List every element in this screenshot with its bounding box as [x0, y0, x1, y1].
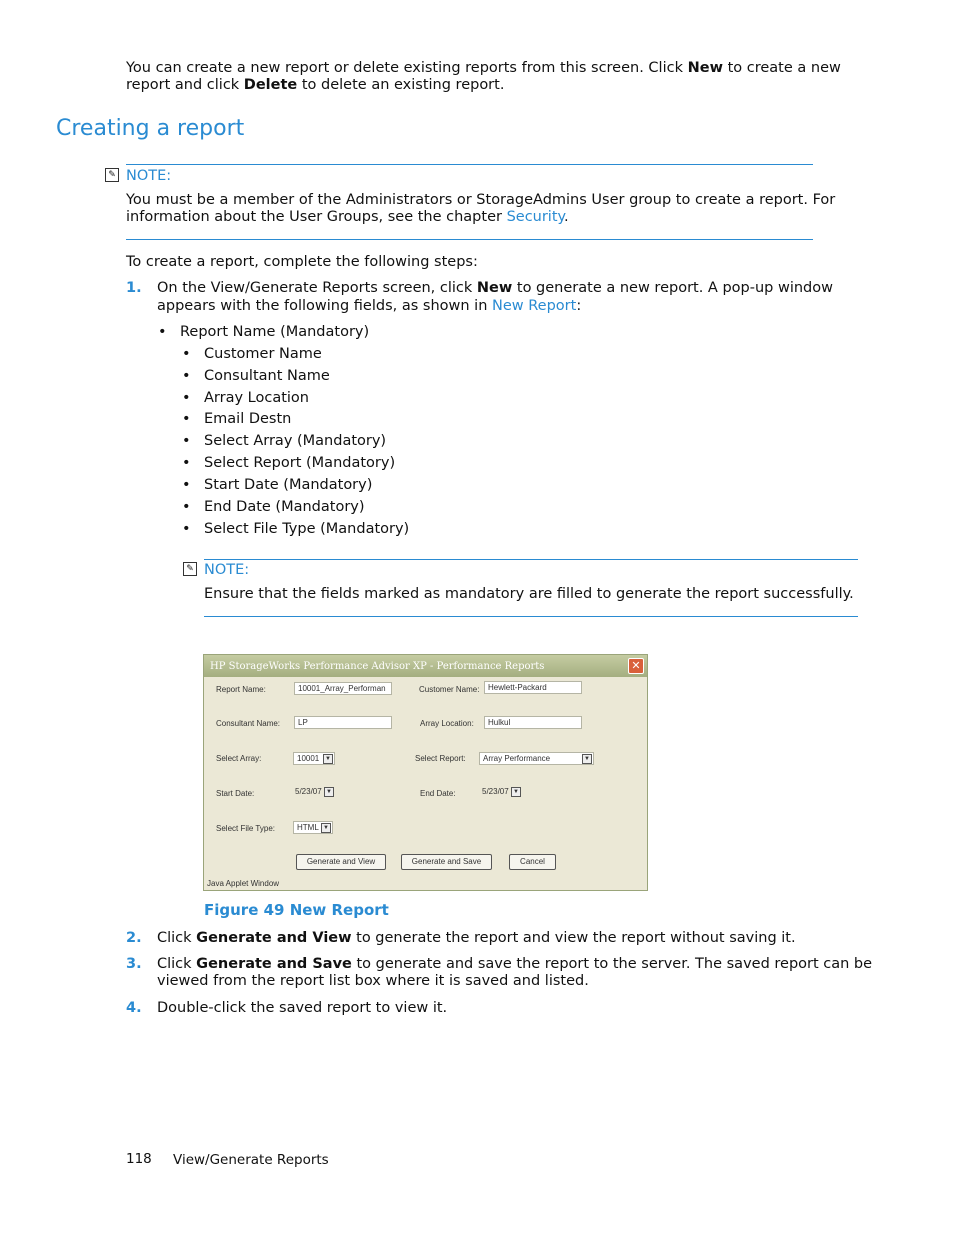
steps-intro: To create a report, complete the following steps: [126, 254, 478, 270]
note2-rule-top [204, 559, 858, 560]
start-date-label: Start Date: [216, 789, 255, 798]
report-name-input[interactable]: 10001_Array_Performan [294, 682, 392, 695]
note-text-1: You must be a member of the Administrators or StorageAdmins User group to create a report. For [126, 192, 836, 208]
step1-line-1: On the View/Generate Reports screen, click New to generate a new report. A pop-up window [157, 280, 833, 296]
note-text-2: information about the User Groups, see the chapter Security. [126, 209, 569, 225]
note-rule-top [126, 164, 813, 165]
end-date-label: End Date: [420, 789, 456, 798]
field-item: • Array Location [204, 390, 309, 406]
customer-name-label: Customer Name: [419, 685, 480, 694]
chevron-down-icon: ▼ [324, 787, 334, 797]
close-icon[interactable]: ✕ [628, 658, 644, 674]
field-item: • Consultant Name [204, 368, 330, 384]
field-item: • Email Destn [204, 411, 291, 427]
select-report-dropdown[interactable]: Array Performance ▼ [479, 752, 594, 765]
page-number: 118 [126, 1151, 152, 1167]
applet-status: Java Applet Window [207, 879, 280, 888]
note2-text: Ensure that the fields marked as mandatory are filled to generate the report successfully. [204, 586, 854, 602]
select-report-label: Select Report: [415, 754, 466, 763]
dialog-title: HP StorageWorks Performance Advisor XP - Performance Reports [210, 661, 545, 672]
generate-and-save-button[interactable]: Generate and Save [401, 854, 492, 870]
field-item: • Customer Name [204, 346, 322, 362]
dialog-title-bar [204, 655, 647, 677]
select-array-label: Select Array: [216, 754, 262, 763]
intro-line-2: report and click Delete to delete an existing report. [126, 77, 505, 93]
step4-text: Double-click the saved report to view it. [157, 1000, 448, 1016]
start-date-picker[interactable]: 5/23/07 ▼ [292, 786, 335, 797]
step3-line-2: viewed from the report list box where it is saved and listed. [157, 973, 589, 989]
new-report-dialog [203, 654, 648, 891]
chevron-down-icon: ▼ [323, 754, 333, 764]
file-type-label: Select File Type: [216, 824, 275, 833]
consultant-name-label: Consultant Name: [216, 719, 281, 728]
chevron-down-icon: ▼ [511, 787, 521, 797]
note-label: NOTE: [126, 168, 172, 184]
generate-and-view-button[interactable]: Generate and View [296, 854, 386, 870]
cancel-button[interactable]: Cancel [509, 854, 556, 870]
field-item: • Report Name (Mandatory) [180, 324, 369, 340]
field-item: • Select Array (Mandatory) [204, 433, 386, 449]
field-item: • End Date (Mandatory) [204, 499, 365, 515]
report-name-label: Report Name: [216, 685, 266, 694]
step-number: 4. [126, 1000, 142, 1016]
array-location-label: Array Location: [420, 719, 474, 728]
array-location-input[interactable]: Hulkul [484, 716, 582, 729]
field-item: • Select Report (Mandatory) [204, 455, 395, 471]
note-rule-bottom [126, 239, 813, 240]
new-report-link[interactable]: New Report [492, 298, 577, 314]
step-number: 3. [126, 956, 142, 972]
step2-text: Click Generate and View to generate the report and view the report without saving it. [157, 930, 796, 946]
step-number: 1. [126, 280, 142, 296]
end-date-picker[interactable]: 5/23/07 ▼ [479, 786, 522, 797]
note2-label: NOTE: [204, 562, 250, 578]
step3-line-1: Click Generate and Save to generate and save the report to the server. The saved report can be [157, 956, 873, 972]
footer-section: View/Generate Reports [173, 1152, 329, 1168]
select-array-dropdown[interactable]: 10001 ▼ [293, 752, 335, 765]
step-number: 2. [126, 930, 142, 946]
intro-line-1: You can create a new report or delete existing reports from this screen. Click New to create a new [126, 60, 841, 76]
note-icon: ✎ [105, 168, 119, 182]
file-type-dropdown[interactable]: HTML ▼ [293, 821, 333, 834]
chevron-down-icon: ▼ [582, 754, 592, 764]
note-icon: ✎ [183, 562, 197, 576]
note2-rule-bottom [204, 616, 858, 617]
field-item: • Start Date (Mandatory) [204, 477, 372, 493]
section-heading: Creating a report [56, 116, 245, 141]
security-link[interactable]: Security [506, 209, 565, 225]
field-item: • Select File Type (Mandatory) [204, 521, 409, 537]
chevron-down-icon: ▼ [321, 823, 331, 833]
consultant-name-input[interactable]: LP [294, 716, 392, 729]
customer-name-input[interactable]: Hewlett-Packard [484, 681, 582, 694]
step1-line-2: appears with the following fields, as shown in New Report: [157, 298, 582, 314]
figure-caption: Figure 49 New Report [204, 901, 389, 919]
